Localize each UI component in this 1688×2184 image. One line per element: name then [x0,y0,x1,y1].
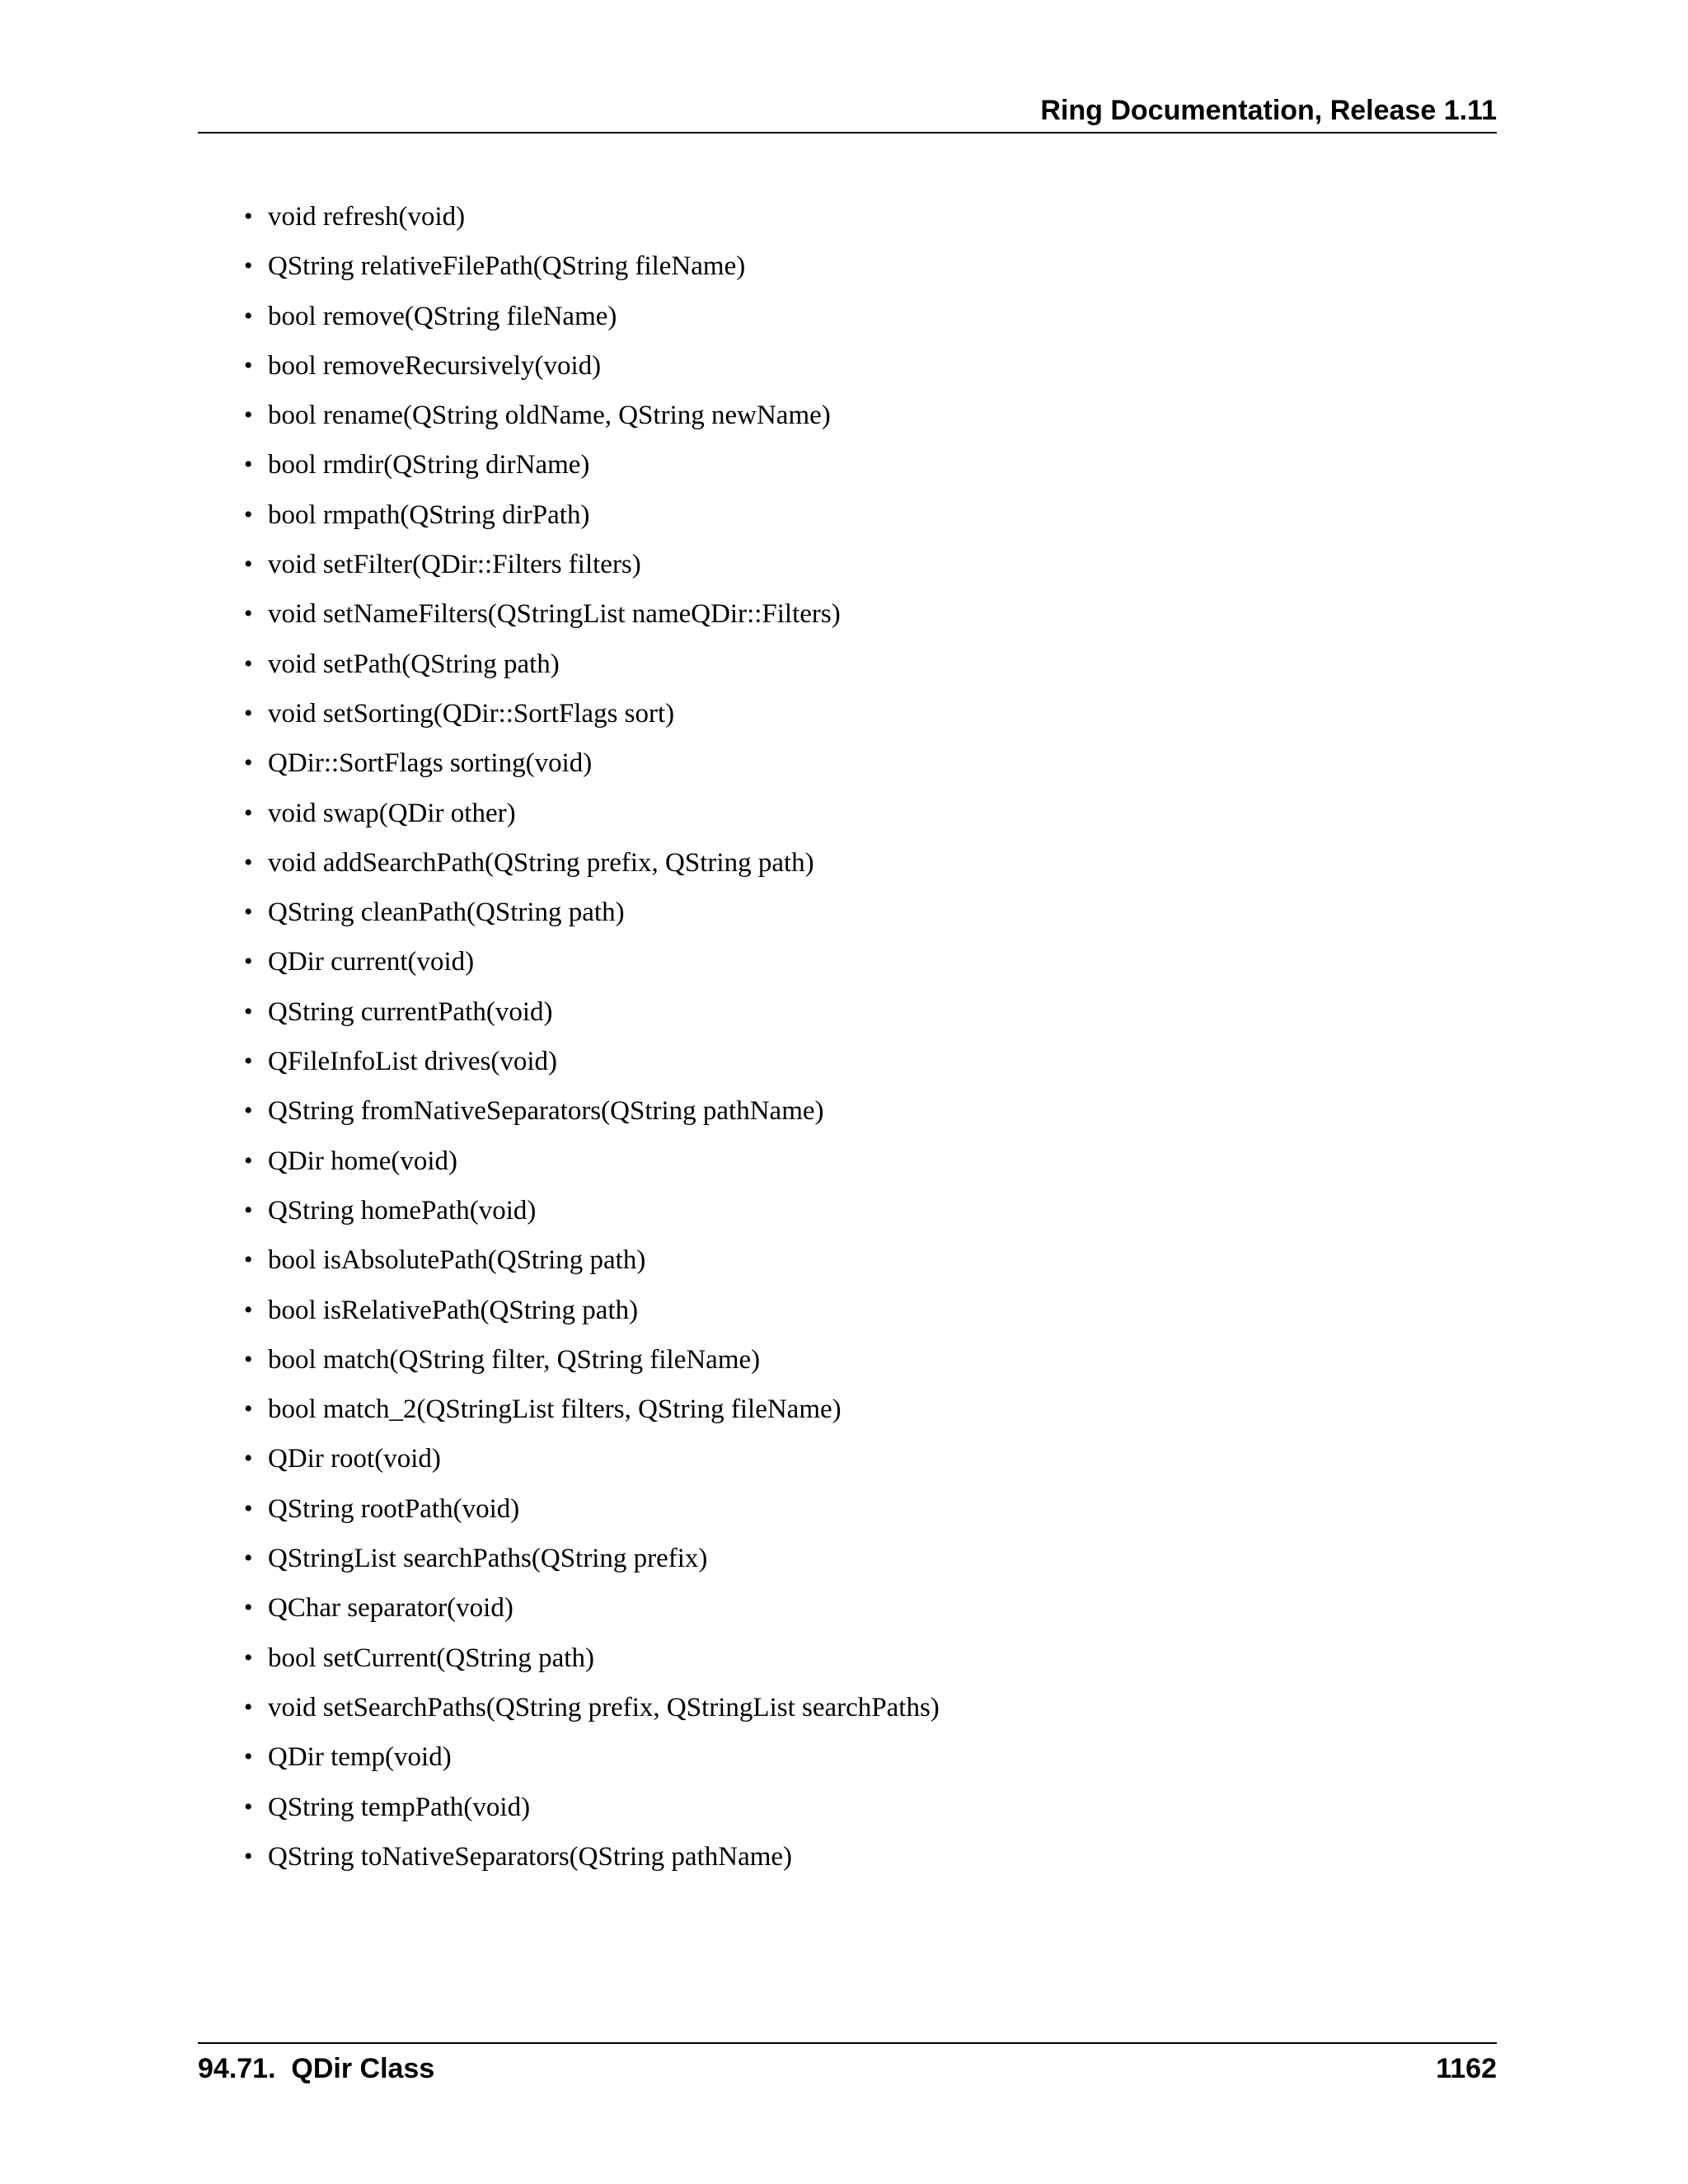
bullet-icon: • [244,203,253,230]
bullet-icon: • [244,1196,253,1224]
bullet-icon: • [244,1296,253,1324]
method-signature: bool remove(QString fileName) [268,301,617,331]
list-item [0,1086,1688,1136]
list-item [0,640,1688,689]
method-signature: QString tempPath(void) [268,1792,531,1822]
method-signature: QFileInfoList drives(void) [268,1047,558,1077]
bullet-icon: • [244,848,253,876]
method-signature: QString rootPath(void) [268,1493,520,1524]
list-item [0,1137,1688,1186]
bullet-icon: • [244,948,253,976]
bullet-icon: • [244,351,253,379]
list-item [0,1434,1688,1483]
list-item [0,937,1688,987]
bullet-icon: • [244,749,253,777]
bullet-icon: • [244,699,253,727]
list-item [0,1037,1688,1086]
list-item [0,1534,1688,1583]
bullet-icon: • [244,1594,253,1622]
method-signature: bool match_2(QStringList filters, QString fileName) [268,1394,842,1425]
page-number: 1162 [1436,2053,1497,2084]
bullet-icon: • [244,600,253,628]
bullet-icon: • [244,1047,253,1076]
list-item [0,490,1688,540]
bullet-icon: • [244,1494,253,1522]
list-item [0,292,1688,341]
method-signature: QDir home(void) [268,1146,458,1176]
method-signature: bool setCurrent(QString path) [268,1643,594,1673]
bullet-icon: • [244,997,253,1025]
list-item [0,241,1688,291]
method-signature: void setNameFilters(QStringList nameQDir::Filters) [268,599,841,630]
bullet-icon: • [244,252,253,280]
bullet-icon: • [244,1842,253,1870]
bullet-icon: • [244,649,253,677]
list-item [0,1633,1688,1683]
bullet-icon: • [244,1395,253,1423]
list-item [0,789,1688,838]
list-item [0,689,1688,738]
list-item [0,738,1688,788]
method-signature: QDir root(void) [268,1444,441,1474]
method-signature: bool match(QString filter, QString fileName) [268,1344,761,1375]
list-item [0,341,1688,391]
bullet-icon: • [244,1643,253,1671]
bullet-icon: • [244,1445,253,1473]
bullet-icon: • [244,401,253,429]
list-item [0,540,1688,589]
bullet-icon: • [244,1544,253,1572]
method-signature: bool rename(QString oldName, QString newName) [268,401,831,431]
method-signature: QDir temp(void) [268,1742,452,1773]
list-item [0,1683,1688,1732]
list-item [0,440,1688,490]
list-item [0,1186,1688,1235]
list-item [0,1286,1688,1335]
bullet-icon: • [244,302,253,330]
method-signature: QString homePath(void) [268,1195,537,1226]
method-signature: bool isRelativePath(QString path) [268,1295,639,1325]
method-signature: void setPath(QString path) [268,649,560,679]
bullet-icon: • [244,1345,253,1373]
bullet-icon: • [244,551,253,579]
page-header [198,89,1497,134]
list-item [0,1335,1688,1385]
method-signature: QString toNativeSeparators(QString pathName) [268,1841,793,1872]
bullet-icon: • [244,1793,253,1821]
list-item [0,192,1688,241]
method-signature: void setSorting(QDir::SortFlags sort) [268,698,675,729]
method-signature: QString fromNativeSeparators(QString pathName) [268,1096,824,1127]
method-signature: void refresh(void) [268,202,466,232]
list-item [0,1732,1688,1782]
method-signature: QChar separator(void) [268,1593,513,1624]
bullet-icon: • [244,1246,253,1274]
bullet-icon: • [244,1743,253,1771]
list-item [0,1783,1688,1832]
method-signature: bool isAbsolutePath(QString path) [268,1245,646,1276]
method-signature: void swap(QDir other) [268,798,516,828]
method-signature: QString cleanPath(QString path) [268,898,625,928]
list-item [0,1235,1688,1285]
page-footer [198,2042,1497,2093]
method-signature: QDir current(void) [268,947,475,977]
method-signature: void addSearchPath(QString prefix, QString path) [268,847,814,878]
bullet-icon: • [244,1097,253,1125]
method-signature: QDir::SortFlags sorting(void) [268,748,593,779]
page-content [0,192,1688,1882]
method-signature: void setFilter(QDir::Filters filters) [268,550,641,580]
section-title: 94.71. QDir Class [198,2053,435,2084]
bullet-icon: • [244,500,253,528]
list-item [0,1583,1688,1633]
bullet-icon: • [244,451,253,479]
method-signature: bool rmdir(QString dirName) [268,450,590,480]
list-item [0,1385,1688,1434]
list-item [0,987,1688,1037]
method-signature: QStringList searchPaths(QString prefix) [268,1544,708,1574]
method-signature: QString relativeFilePath(QString fileName) [268,251,746,282]
list-item [0,1832,1688,1882]
document-title: Ring Documentation, Release 1.11 [1040,95,1497,126]
method-signature: QString currentPath(void) [268,996,553,1027]
method-signature: void setSearchPaths(QString prefix, QStringList searchPaths) [268,1692,940,1722]
list-item [0,589,1688,639]
bullet-icon: • [244,1693,253,1721]
method-signature: bool removeRecursively(void) [268,350,602,381]
method-list [0,192,1688,1882]
bullet-icon: • [244,799,253,827]
list-item [0,1484,1688,1534]
bullet-icon: • [244,1146,253,1174]
list-item [0,391,1688,440]
list-item [0,888,1688,937]
method-signature: bool rmpath(QString dirPath) [268,499,590,530]
bullet-icon: • [244,898,253,926]
list-item [0,838,1688,888]
